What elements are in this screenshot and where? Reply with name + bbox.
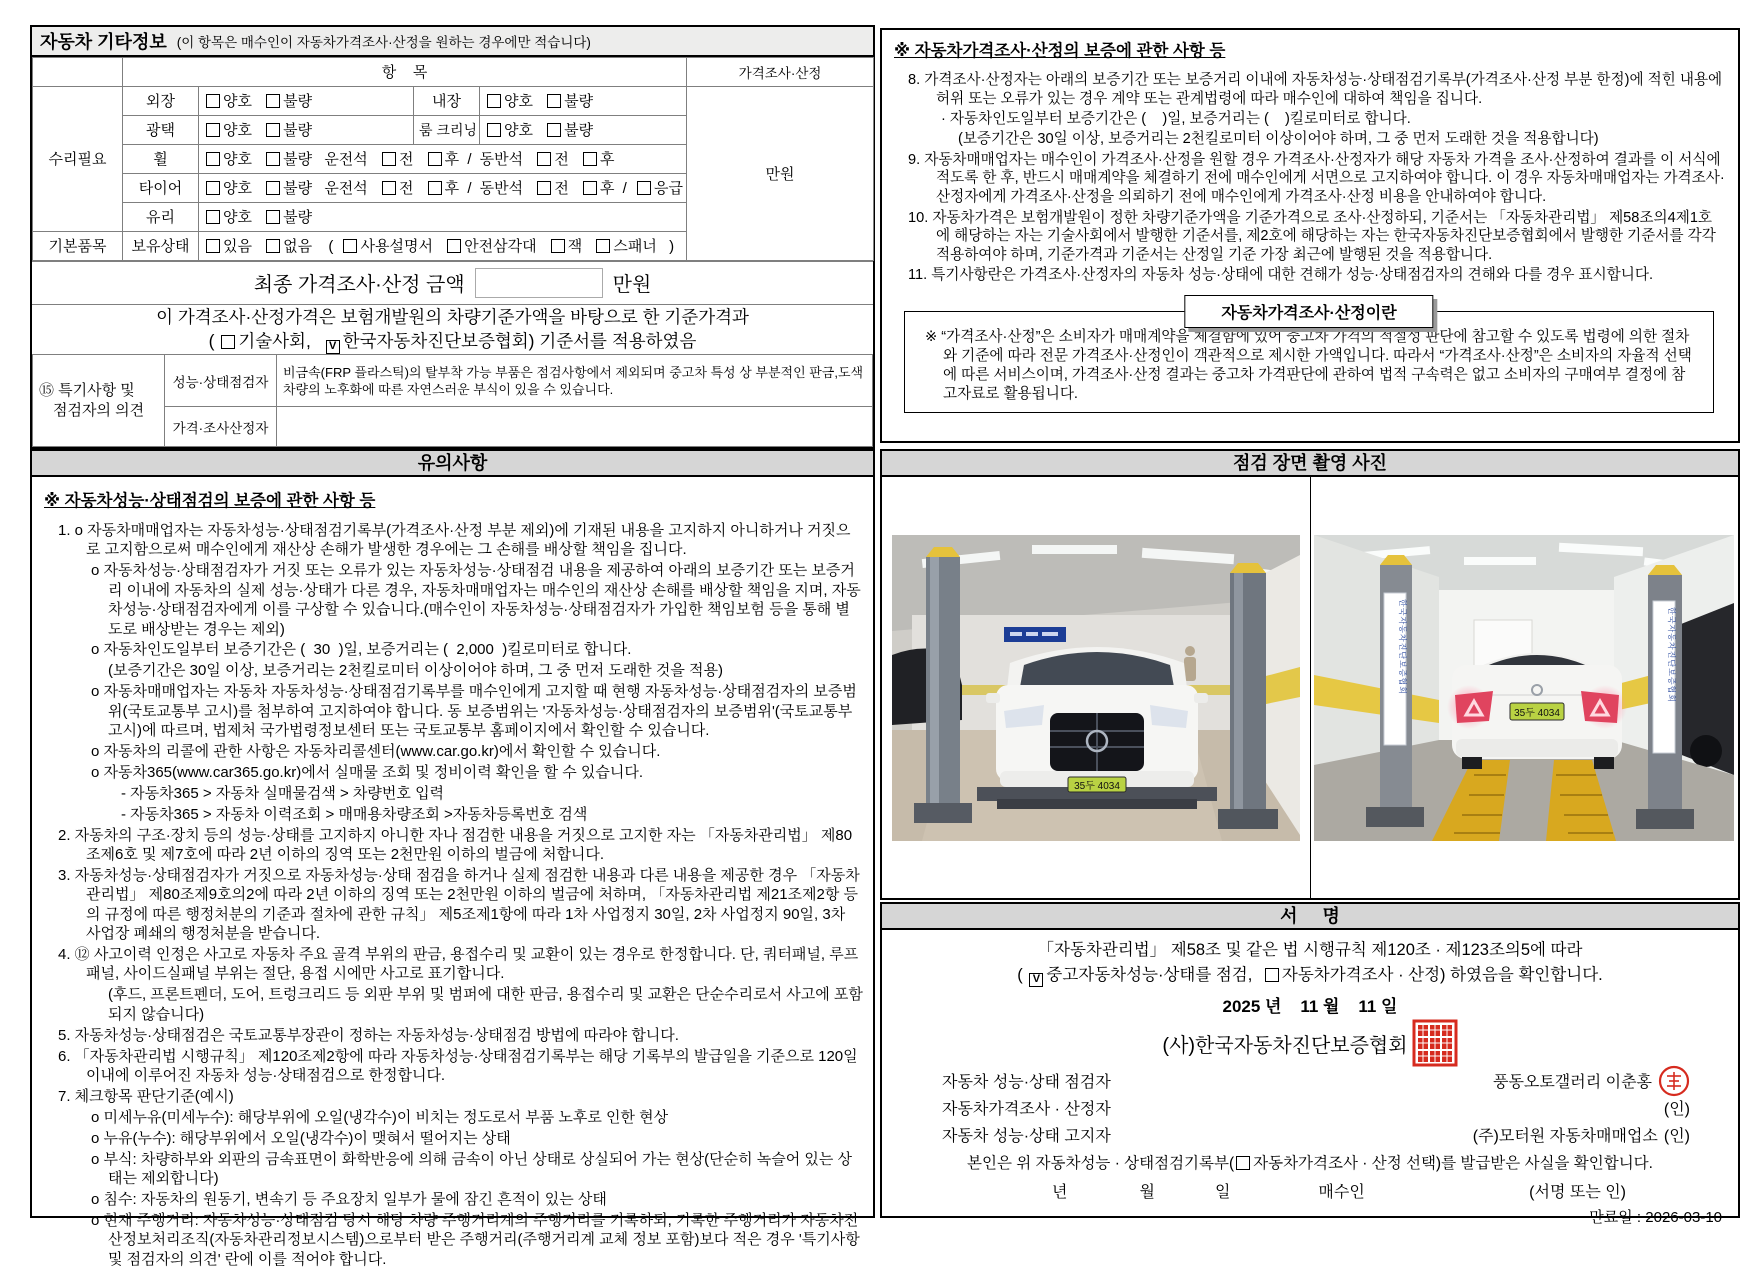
items-spanner-label: 스패너 (613, 238, 657, 256)
tire-dr-label: 후 (444, 180, 460, 198)
license-plate-rear-text: 35두 4034 (1514, 707, 1561, 719)
tire-bad-checkbox[interactable] (266, 181, 280, 195)
price-notice-lines (892, 71, 1726, 285)
glass-checks (199, 202, 687, 231)
wheel-dr-label: 후 (444, 151, 460, 169)
wheel-bad-label: 불량 (283, 151, 313, 169)
notice-line: 2. 자동차의 구조·장치 등의 성능·상태를 고지하지 아니한 자나 점검한 내용을 거짓으로 고지한 자는 「자동차관리법」 제80조제6호 및 제7호에 따라 2년 이하의 징역 또는 2천만원 이하의 벌금에 처합니다. (58, 826, 853, 863)
room-cleaning-checks (480, 115, 687, 144)
tire-driver-front-checkbox[interactable] (382, 181, 396, 195)
price-assessor-opinion (277, 407, 873, 447)
wheel-pr-label: 후 (599, 151, 615, 169)
wheel-pass-rear-checkbox[interactable] (583, 152, 597, 166)
exterior-bad-label: 불량 (283, 93, 313, 111)
standard-assoc-label: 한국자동차진단보증협회) 기준서를 적용하였음 (342, 331, 697, 351)
notice-line: 8. 가격조사·산정자는 아래의 보증기간 또는 보증거리 이내에 자동차성능·상태점검기록부(가격조사·산정 부분 한정)에 적힌 내용에 허위 또는 오류가 있는 경우 계약 또는 관계법령에 따라 매수인에 대하여 책임을 집니다. (908, 72, 1723, 107)
notice-line: 5. 자동차성능·상태점검은 국토교통부장관이 정하는 자동차성능·상태점검 방법에 따라야 합니다. (58, 1026, 679, 1044)
notice-line: o 자동차매매업자는 자동차 자동차성능·상태점검기록부를 매수인에게 고지할 때 현행 자동차성능·상태점검자의 보증범위(국토교통부 고시)를 첨부하여 고지하여야 합니다. 동 보증범위는 '자동차성능·상태점검자의 보증범위'(국토교통부 고시)에 따르며, 법제처 국가법령정보센터 또는 국토교통부 홈페이지에서 확인할 수 있습니다. (91, 683, 857, 740)
photos-box (880, 477, 1740, 900)
notice-line: o 자동차성능·상태점검자가 거짓 또는 오류가 있는 자동차성능·상태점검 내용을 제공하여 아래의 보증기간 또는 보증거리 이내에 자동차의 실제 성능·상태가 다른 경우, 자동차매매업자는 매수인의 재산상 손해를 배상할 책임을 지며, 자동차성능·상태점검자에게 이를 구상할 수 있습니다.(매수인이 자동차성능·상태점검자가 가입한 책임보험 등을 통해 별도로 배상받는 경우는 제외) (91, 562, 861, 638)
photo-cell-rear (1311, 477, 1739, 898)
notice-line: o 자동차365(www.car365.go.kr)에서 실매물 조회 및 정비이력 확인을 할 수 있습니다. (91, 763, 644, 781)
open-paren: ( (1017, 966, 1023, 984)
standard-row (32, 304, 873, 354)
wheel-driver-rear-checkbox[interactable] (428, 152, 442, 166)
items-spanner-checkbox[interactable] (596, 239, 610, 253)
price-check-checkbox[interactable] (1265, 968, 1279, 982)
items-have-checkbox[interactable] (206, 239, 220, 253)
white-car-front (986, 647, 1208, 792)
polish-good-checkbox[interactable] (206, 123, 220, 137)
price-survey-definition-text: ※ “가격조사·산정”은 소비자가 매매계약을 체결함에 있어 중고차 가격의 적절성 판단에 참고할 수 있도록 법령에 의한 절차와 기준에 따라 전문 가격조사·산정인이 객관적으로 제시한 가액입니다. 따라서 “가격조사·산정”은 소비자의 자율적 선택에 따른 서비스이며, 가격조사·산정 결과는 중고차 가격판단에 관하여 법적 구속력은 없고 소비자의 구매여부 결정에 참고자료로 활용됩니다. (925, 329, 1692, 403)
tire-df-label: 전 (398, 180, 414, 198)
notice-line: o 현재 주행거리: 자동차성능·상태점검 당시 해당 차량 주행거리계의 주행거리를 기록하되, 기록한 주행거리가 자동차전산정보처리조직(자동차관리정보시스템)으로부터 받은 주행거리(주행거리계 교체 정보 포함)보다 적은 경우 '특기사항 및 점검자의 의견' 란에 이를 적어야 합니다. (91, 1211, 860, 1268)
tire-pr-label: 후 (599, 180, 615, 198)
wheel-driver-front-checkbox[interactable] (382, 152, 396, 166)
inspection-photo-front (892, 535, 1300, 841)
caution-section (30, 449, 875, 1268)
assoc-banner-left: 한국자동차진단보증협회 (1398, 598, 1408, 695)
standard-tech-label: 기술사회, (238, 331, 311, 351)
room-cleaning-label: 룸 크리닝 (414, 115, 480, 144)
items-manual-label: 사용설명서 (360, 238, 433, 256)
items-none-label: 없음 (283, 238, 313, 256)
interior-label: 내장 (414, 86, 480, 115)
sign-row-notifier (882, 1121, 1738, 1148)
final-price-label: 최종 가격조사·산정 금액 (253, 274, 465, 297)
notice-line: 3. 자동차성능·상태점검자가 거짓으로 자동차성능·상태 점검을 하거나 실제 점검한 내용과 다른 내용을 제공한 경우 「자동차관리법」 제80조제9호의2에 따라 2년 이하의 징역 또는 2천만원 이하의 벌금에 처하며, 「자동차관리법 제21조제2항 등의 규정에 따른 행정처분의 기준과 절차에 관한 규칙」 제5조제1항에 따라 1차 사업정지 30일, 2차 사업정지 90일, 3차 사업장 폐쇄의 행정처분을 받습니다. (58, 866, 860, 943)
sign-date: 2025 년 11 월 11 일 (1222, 997, 1398, 1016)
notice-line: 6. 「자동차관리법 시행규칙」 제120조제2항에 따라 자동차성능·상태점검기록부는 해당 기록부의 발급일을 기준으로 120일 이내에 이루어진 자동차 성능·상태점검으로 한정합니다. (58, 1047, 858, 1084)
exterior-bad-checkbox[interactable] (266, 94, 280, 108)
signature-section (880, 902, 1740, 1226)
basic-items-checks (199, 231, 687, 260)
photos-section (880, 449, 1740, 900)
confirm-post: 자동차가격조사 · 산정 선택)를 발급받은 사실을 확인합니다. (1253, 1155, 1653, 1172)
glass-good-label: 양호 (223, 209, 252, 227)
polish-good-label: 양호 (223, 122, 252, 140)
tire-emergency-checkbox[interactable] (637, 181, 651, 195)
wheel-good-label: 양호 (223, 151, 252, 169)
tire-passenger-label: 동반석 (479, 180, 524, 198)
signature-box (880, 930, 1740, 1226)
caution-heading: ※ 자동차성능·상태점검의 보증에 관한 사항 등 (44, 492, 376, 510)
buyer-month-label: 월 (1139, 1184, 1155, 1201)
tire-good-label: 양호 (223, 180, 252, 198)
organization-name: (사)한국자동차진단보증협회 (1162, 1034, 1408, 1057)
notice-line: 4. ⑫ 사고이력 인정은 사고로 자동차 주요 골격 부위의 판금, 용접수리 및 교환이 있는 경우로 한정합니다. 단, 쿼터패널, 루프패널, 사이드실패널 부위는 절단, 용접 시에만 사고로 표기합니다. (58, 946, 859, 983)
photos-bar: 점검 장면 촬영 사진 (880, 449, 1740, 477)
caution-box (30, 477, 875, 1268)
buyer-sign-line (882, 1179, 1738, 1202)
tire-label: 타이어 (123, 173, 199, 202)
items-have-label: 있음 (223, 238, 252, 256)
inspection-photo-rear (1314, 535, 1734, 841)
buyer-year-label: 년 (1052, 1184, 1068, 1201)
notice-line: o 자동차인도일부터 보증기간은 ( 30 )일, 보증거리는 ( 2,000 )킬로미터로 합니다. (91, 641, 632, 659)
price-notice-heading: ※ 자동차가격조사·산정의 보증에 관한 사항 등 (894, 42, 1226, 60)
assessor-seal-mark: (인) (1663, 1101, 1690, 1118)
buyer-day-label: 일 (1214, 1184, 1231, 1201)
photo-cell-front (882, 477, 1311, 898)
notice-line: - 자동차365 > 자동차 실매물검색 > 차량번호 입력 (121, 784, 445, 802)
standard-line1: 이 가격조사·산정가격은 보험개발원의 차량기준가액을 바탕으로 한 기준가격과 (156, 307, 749, 327)
notice-line: (보증기간은 30일 이상, 보증거리는 2천킬로미터 이상이어야 하며, 그 중 먼저 도래한 것을 적용합니다) (958, 131, 1599, 148)
exterior-checks (199, 86, 414, 115)
notice-line: · 자동차인도일부터 보증기간은 ( )일, 보증거리는 ( )킬로미터로 합니다. (941, 111, 1411, 128)
interior-bad-label: 불량 (564, 93, 594, 111)
interior-checks (480, 86, 687, 115)
price-survey-definition-title: 자동차가격조사·산정이란 (1184, 295, 1433, 328)
special-notes-label-line2: 점검자의 의견 (53, 401, 145, 419)
room-bad-label: 불량 (564, 122, 594, 140)
association-seal (1412, 1019, 1458, 1067)
perf-inspector-opinion: 비금속(FRP 플라스틱)의 탈부착 가능 부품은 점검사항에서 제외되며 중고차 특성 상 부분적인 판금,도색 차량의 노후화에 따른 자연스러운 부식이 있을 수 있습니다. (277, 355, 873, 407)
tire-pass-front-checkbox[interactable] (537, 181, 551, 195)
other-info-section (30, 25, 875, 449)
buyer-confirm-line (882, 1151, 1738, 1173)
buyer-label: 매수인 (1318, 1184, 1365, 1201)
final-price-unit: 만원 (612, 274, 652, 297)
notice-line: o 미세누유(미세누수): 해당부위에 오일(냉각수)이 비치는 정도로서 부품 노후로 인한 현상 (91, 1108, 669, 1126)
standard-assoc-checkbox[interactable]: V (326, 340, 340, 354)
items-jack-checkbox[interactable] (551, 239, 565, 253)
items-jack-label: 잭 (567, 238, 583, 256)
special-notes-table (32, 354, 873, 447)
sign-check-line (882, 963, 1738, 988)
final-price-input[interactable] (475, 268, 603, 298)
notice-line: 1. o 자동차매매업자는 자동차성능·상태점검기록부(가격조사·산정 부분 제외)에 기재된 내용을 고지하지 아니하거나 거짓으로 고지함으로써 매수인에게 재산상 손해가 발생한 경우에는 그 손해를 배상할 책임을 집니다. (58, 522, 851, 559)
price-survey-header: 가격조사·산정 (687, 57, 874, 86)
open-paren: ( (208, 331, 215, 351)
open-paren: ( (328, 238, 334, 256)
polish-label: 광택 (123, 115, 199, 144)
wheel-checks (199, 144, 687, 173)
wheel-pf-label: 전 (554, 151, 569, 169)
assessor-label: 자동차가격조사 · 산정자 (942, 1101, 1111, 1118)
sign-row-assessor (882, 1094, 1738, 1121)
other-info-titlebar (32, 27, 873, 57)
final-price-row (32, 261, 873, 304)
special-notes-label (33, 355, 165, 447)
polish-checks (199, 115, 414, 144)
notifier-value: (주)모터원 자동차매매업소 (1472, 1128, 1658, 1145)
room-bad-checkbox[interactable] (547, 123, 561, 137)
close-paren: ) (669, 238, 675, 256)
wheel-passenger-label: 동반석 (479, 151, 524, 169)
notice-line: - 자동차365 > 자동차 이력조회 > 매매용차량조회 >자동차등록번호 검색 (121, 805, 588, 823)
exterior-good-label: 양호 (223, 93, 252, 111)
items-manual-checkbox[interactable] (343, 239, 357, 253)
glass-bad-checkbox[interactable] (266, 210, 280, 224)
tire-checks (199, 173, 687, 202)
perf-inspector-label: 성능·상태점검자 (165, 355, 277, 407)
tire-bad-label: 불량 (283, 180, 313, 198)
confirm-pre: 본인은 위 자동차성능 · 상태점검기록부( (967, 1155, 1235, 1172)
inspector-seal (1658, 1065, 1690, 1097)
polish-bad-label: 불량 (283, 122, 313, 140)
sign-row-inspector (882, 1067, 1738, 1094)
slash: / (467, 180, 472, 198)
notice-line: o 부식: 차량하부와 외판의 금속표면이 화학반응에 의해 금속이 아닌 상태로 상실되어 가는 현상(단순히 녹슬어 있는 상태는 제외합니다) (91, 1150, 853, 1187)
exterior-good-checkbox[interactable] (206, 94, 220, 108)
sign-organization (882, 1019, 1738, 1067)
exterior-label: 외장 (123, 86, 199, 115)
inspector-label: 자동차 성능·상태 점검자 (942, 1074, 1111, 1091)
caution-bar: 유의사항 (30, 449, 875, 477)
items-triangle-checkbox[interactable] (447, 239, 461, 253)
tire-driver-label: 운전석 (324, 180, 368, 198)
glass-bad-label: 불량 (283, 209, 313, 227)
items-triangle-label: 안전삼각대 (464, 238, 537, 256)
sign-law-line: 「자동차관리법」 제58조 및 같은 법 시행규칙 제120조 · 제123조의5에 따라 (1037, 941, 1583, 959)
wheel-pass-front-checkbox[interactable] (537, 152, 551, 166)
wheel-driver-label: 운전석 (324, 151, 368, 169)
other-info-table (32, 57, 874, 261)
signature-bar: 서 명 (880, 902, 1740, 930)
slash: / (622, 180, 627, 198)
notice-line: (보증기간은 30일 이상, 보증거리는 2천킬로미터 이상이어야 하며, 그 중 먼저 도래한 것을 적용) (108, 662, 724, 680)
expiry-date: 만료일 : 2026-03-10 (1589, 1209, 1722, 1226)
buyer-signature-hint: (서명 또는 인) (1529, 1184, 1626, 1201)
slash: / (467, 151, 472, 169)
item-column-header: 항 목 (123, 57, 687, 86)
notifier-label: 자동차 성능·상태 고지자 (942, 1128, 1111, 1145)
price-assessor-label: 가격·조사산정자 (165, 407, 277, 447)
holding-state-label: 보유상태 (123, 231, 199, 260)
other-info-title: 자동차 기타정보 (40, 31, 167, 52)
glass-label: 유리 (123, 202, 199, 231)
notice-line: o 누유(누수): 해당부위에서 오일(냉각수)이 맺혀서 떨어지는 상태 (91, 1129, 511, 1147)
interior-good-checkbox[interactable] (487, 94, 501, 108)
standard-tech-checkbox[interactable] (221, 335, 235, 349)
standard-line2 (209, 329, 697, 354)
notifier-seal-mark: (인) (1663, 1128, 1690, 1145)
repair-needed-label: 수리필요 (33, 86, 123, 231)
white-car-rear (1447, 653, 1627, 769)
special-notes-label-line1: ⑮ 특기사항 및 (39, 381, 135, 399)
tire-good-checkbox[interactable] (206, 181, 220, 195)
notice-line: 11. 특기사항란은 가격조사·산정자의 자동차 성능·상태에 대한 견해가 성능·상태점검자의 견해와 다를 경우 표시합니다. (908, 267, 1654, 284)
price-check-label: 자동차가격조사 · 산정) 하였음을 확인합니다. (1281, 966, 1603, 984)
polish-bad-checkbox[interactable] (266, 123, 280, 137)
notice-line: 10. 자동차가격은 보험개발원이 정한 차량기준가액을 기준가격으로 조사·산정하되, 기준서는 「자동차관리법」 제58조의4제1호에 해당하는 자는 기술사회에서 발행한 기준서를, 제2호에 해당하는 자는 한국자동차진단보증협회에서 발행한 기준서를 각각 적용하여야 하며, 기준가격과 기준서는 산정일 기준 가장 최근에 발행된 것을 적용합니다. (908, 209, 1716, 264)
confirm-price-checkbox[interactable] (1236, 1156, 1250, 1170)
tire-pf-label: 전 (554, 180, 569, 198)
corner-cell (33, 57, 123, 86)
wheel-df-label: 전 (398, 151, 414, 169)
items-none-checkbox[interactable] (266, 239, 280, 253)
price-amount-cell: 만원 (687, 86, 874, 260)
license-plate-front-text: 35두 4034 (1073, 780, 1120, 792)
room-good-label: 양호 (504, 122, 533, 140)
wheel-label: 휠 (123, 144, 199, 173)
tire-driver-rear-checkbox[interactable] (428, 181, 442, 195)
notice-line: (후드, 프론트펜더, 도어, 트렁크리드 등 외판 부위 및 범퍼에 대한 판금, 용접수리 및 교환은 단순수리로서 사고에 포함되지 않습니다) (108, 986, 863, 1023)
basic-items-label: 기본품목 (33, 231, 123, 260)
notice-line: o 침수: 자동차의 원동기, 변속기 등 주요장치 일부가 물에 잠긴 흔적이 있는 상태 (91, 1190, 607, 1208)
notice-line: 7. 체크항목 판단기준(예시) (58, 1087, 234, 1105)
price-survey-definition-box (904, 305, 1714, 413)
interior-bad-checkbox[interactable] (547, 94, 561, 108)
tire-pass-rear-checkbox[interactable] (583, 181, 597, 195)
assoc-banner-right: 한국자동차진단보증협회 (1667, 606, 1677, 703)
room-good-checkbox[interactable] (487, 123, 501, 137)
price-notice-section (880, 28, 1740, 443)
perf-check-checkbox[interactable]: V (1029, 973, 1043, 987)
glass-good-checkbox[interactable] (206, 210, 220, 224)
caution-lines (42, 521, 863, 1269)
perf-check-label: 중고자동차성능·상태를 점검, (1046, 966, 1253, 984)
tire-emergency-label: 응급 (654, 180, 683, 198)
wheel-good-checkbox[interactable] (206, 152, 220, 166)
wheel-bad-checkbox[interactable] (266, 152, 280, 166)
other-info-note: (이 항목은 매수인이 자동차가격조사·산정을 원하는 경우에만 적습니다) (176, 34, 591, 50)
notice-line: 9. 자동차매매업자는 매수인이 가격조사·산정을 원할 경우 가격조사·산정자가 해당 자동차 가격을 조사·산정하여 결과를 이 서식에 적도록 한 후, 반드시 매매계약을 체결하기 전에 매수인에게 서면으로 고지하여야 합니다. 이 경우 자동차매매업자는 가격조사·산정자에게 가격조사·산정을 의뢰하기 전에 매수인에게 가격조사·산정 비용을 안내하여야 합니다. (908, 151, 1725, 206)
notice-line: o 자동차의 리콜에 관한 사항은 자동차리콜센터(www.car.go.kr)에서 확인할 수 있습니다. (91, 742, 661, 760)
interior-good-label: 양호 (504, 93, 533, 111)
inspector-value: 풍동오토갤러리 이춘홍 (1492, 1074, 1652, 1091)
